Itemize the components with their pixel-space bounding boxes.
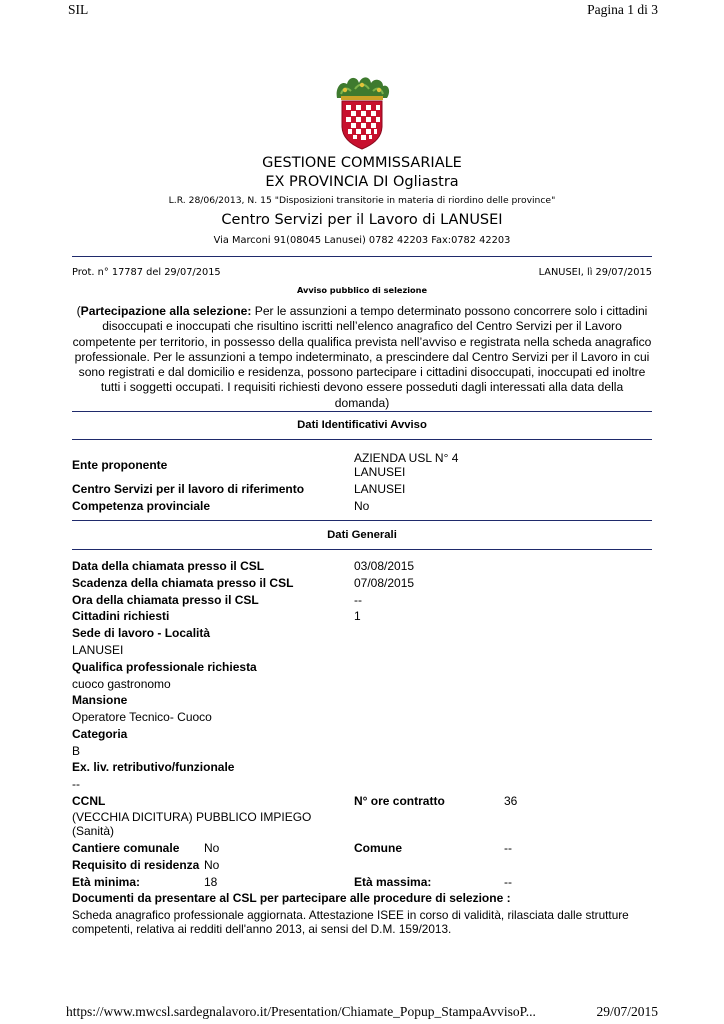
categoria-label: Categoria (72, 727, 128, 741)
section-ident-title: Dati Identificativi Avviso (297, 419, 427, 431)
eta-minima-label: Età minima: (72, 875, 141, 889)
print-header-title: SIL (68, 2, 89, 17)
print-header-page: Pagina 1 di 3 (587, 2, 658, 17)
intro-text: Per le assunzioni a tempo determinato possono concorrere solo i cittadini disoccupati e inoccupati che risultino iscritti nell’elenco anagrafico del Centro Servizi per il Lavoro competente per territorio, in possesso della qualifica prevista nell’avviso e registrata nella scheda anagrafico professionale. Per le assunzioni a tempo indeterminato, a prescindere dal Centro Servizi per il Lavoro in cui sono registrati e dal domicilio e residenza, possono partecipare i cittadini disoccupati, inoccupati ed inoltre tutti i soggetti occupati. I requisiti richiesti devono essere posseduti dagli interessati alla data della domanda) (72, 304, 652, 410)
eta-minima-value: 18 (204, 875, 218, 889)
competenza-value: No (354, 499, 370, 513)
ente-value-line1: AZIENDA USL N° 4 (354, 451, 459, 465)
mansione-value: Operatore Tecnico- Cuoco (72, 710, 212, 724)
section-ident-bottom-rule (72, 439, 652, 440)
ore-contratto-label: N° ore contratto (354, 794, 445, 808)
ccnl-label: CCNL (72, 794, 106, 808)
print-footer-url: https://www.mwcsl.sardegnalavoro.it/Presentation/Chiamate_Popup_StampaAvvisoP... (66, 1004, 536, 1019)
sede-label: Sede di lavoro - Località (72, 626, 211, 640)
data-chiamata-value: 03/08/2015 (354, 559, 415, 573)
ccnl-value-line1: (VECCHIA DICITURA) PUBBLICO IMPIEGO (72, 810, 312, 824)
documenti-value: Scheda anagrafico professionale aggiornata. Attestazione ISEE in corso di validità, rilasciata dalle strutture competenti, relativa ai redditi dell'anno 2013, ai sensi del D.M. 159/2013. (72, 908, 629, 936)
qualifica-value: cuoco gastronomo (72, 677, 171, 691)
print-header (68, 2, 658, 20)
header-centre: Centro Servizi per il Lavoro di LANUSEI (221, 212, 503, 228)
place-date: LANUSEI, lì 29/07/2015 (538, 267, 652, 278)
intro-label: Partecipazione alla selezione: (80, 304, 252, 318)
mansione-label: Mansione (72, 693, 128, 707)
csl-label: Centro Servizi per il lavoro di riferimento (72, 482, 305, 496)
section-general-title: Dati Generali (327, 529, 397, 541)
section-ident-top-rule (72, 411, 652, 412)
comune-label: Comune (354, 841, 402, 855)
csl-value: LANUSEI (354, 482, 406, 496)
coat-of-arms-icon (333, 74, 391, 150)
intro-open: ( (76, 304, 81, 318)
print-footer (66, 1004, 658, 1022)
cantiere-label: Cantiere comunale (72, 841, 180, 855)
protocol-number: Prot. n° 17787 del 29/07/2015 (72, 267, 221, 278)
header-province: EX PROVINCIA DI Ogliastra (265, 174, 459, 190)
header-address: Via Marconi 91(08045 Lanusei) 0782 42203 Fax:0782 42203 (213, 235, 511, 246)
ente-value-line2: LANUSEI (354, 465, 406, 479)
livello-value: -- (72, 777, 80, 791)
cittadini-label: Cittadini richiesti (72, 609, 170, 623)
documenti-label: Documenti da presentare al CSL per partecipare alle procedure di selezione : (72, 891, 511, 905)
qualifica-label: Qualifica professionale richiesta (72, 660, 257, 674)
ccnl-value-line2: (Sanità) (72, 824, 115, 838)
sede-value: LANUSEI (72, 643, 124, 657)
scadenza-label: Scadenza della chiamata presso il CSL (72, 576, 294, 590)
competenza-label: Competenza provinciale (72, 499, 211, 513)
section-general-bottom-rule (72, 549, 652, 550)
notice-type: Avviso pubblico di selezione (296, 285, 428, 295)
data-chiamata-label: Data della chiamata presso il CSL (72, 559, 265, 573)
header-commission: GESTIONE COMMISSARIALE (262, 155, 462, 171)
ora-label: Ora della chiamata presso il CSL (72, 593, 259, 607)
eta-massima-label: Età massima: (354, 875, 432, 889)
ore-contratto-value: 36 (504, 794, 518, 808)
cantiere-value: No (204, 841, 220, 855)
intro-paragraph (72, 304, 652, 411)
residenza-value: No (204, 858, 220, 872)
cittadini-value: 1 (354, 609, 361, 623)
residenza-label: Requisito di residenza (72, 858, 200, 872)
ora-value: -- (354, 593, 362, 607)
header-law: L.R. 28/06/2013, N. 15 "Disposizioni transitorie in materia di riordino delle province" (168, 195, 556, 206)
section-general-top-rule (72, 520, 652, 521)
header-divider (72, 256, 652, 257)
livello-label: Ex. liv. retributivo/funzionale (72, 760, 235, 774)
print-footer-date: 29/07/2015 (596, 1004, 658, 1019)
comune-value: -- (504, 841, 512, 855)
scadenza-value: 07/08/2015 (354, 576, 415, 590)
categoria-value: B (72, 744, 81, 758)
eta-massima-value: -- (504, 875, 512, 889)
ente-label: Ente proponente (72, 458, 168, 472)
